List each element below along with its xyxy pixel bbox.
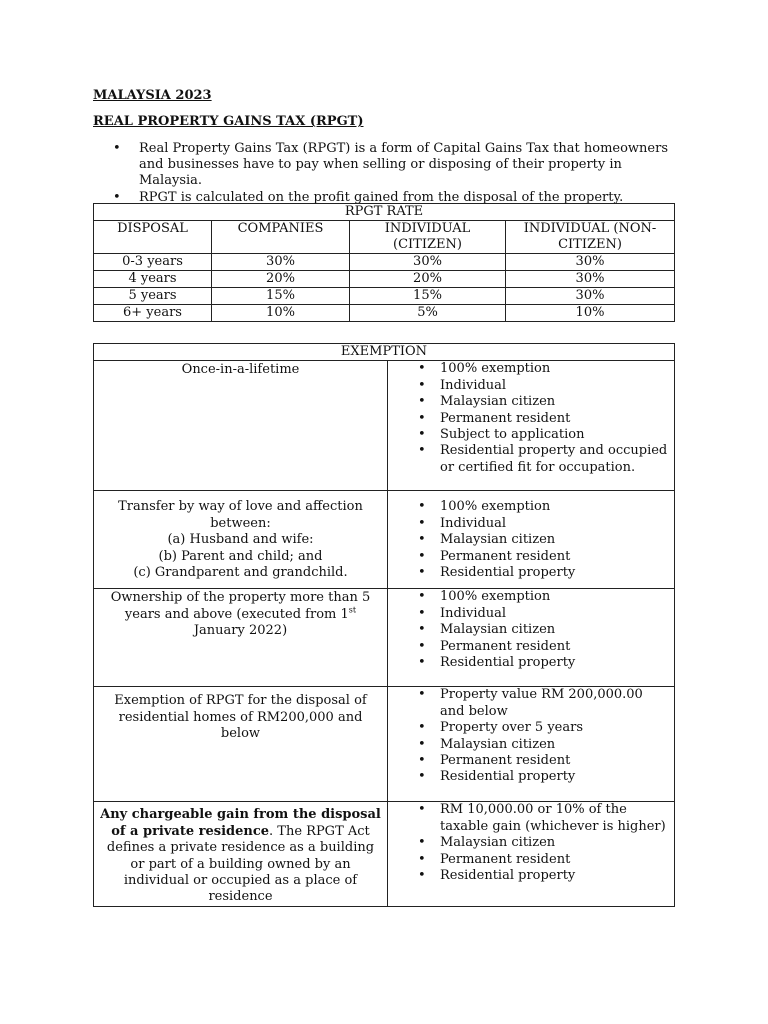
intro-item: • Real Property Gains Tax (RPGT) is a form of Capital Gains Tax that homeowners and businesses have to pay when selling or disposing of their property in Malaysia. <box>93 141 683 189</box>
list-item: • 100% exemption <box>388 589 670 605</box>
exemption-condition <box>94 361 388 491</box>
exemption-points <box>388 802 675 906</box>
condition-item: (b) Parent and child; and <box>158 548 323 564</box>
condition-item: (c) Grandparent and grandchild. <box>133 565 348 581</box>
list-item: • Residential property <box>388 868 670 884</box>
list-item: • Malaysian citizen <box>388 622 670 638</box>
list-item: • Permanent resident <box>388 549 670 565</box>
list-item: • Individual <box>388 378 670 394</box>
intro-item: • RPGT is calculated on the profit gained from the disposal of the property. <box>93 190 683 206</box>
condition-text <box>100 807 381 905</box>
condition-text-tail: January 2022) <box>193 623 288 639</box>
points-list <box>388 361 670 476</box>
list-item: • Permanent resident <box>388 639 670 655</box>
list-item: • Individual <box>388 516 670 532</box>
table-row <box>94 271 675 288</box>
col-header-disposal: DISPOSAL <box>94 221 212 254</box>
list-item: • Permanent resident <box>388 753 670 769</box>
document-subtitle: REAL PROPERTY GAINS TAX (RPGT) <box>93 114 364 129</box>
table-row <box>94 361 675 491</box>
list-item: • Malaysian citizen <box>388 394 670 410</box>
exemption-condition <box>94 687 388 802</box>
table-row <box>94 687 675 802</box>
condition-text: Once-in-a-lifetime <box>181 362 300 378</box>
table-row <box>94 589 675 687</box>
cell: 30% <box>350 254 506 271</box>
list-item: • 100% exemption <box>388 361 670 377</box>
condition-bold: Any chargeable gain from the disposal of a private residence <box>100 807 381 839</box>
condition-text: Exemption of RPGT for the disposal of residential homes of RM200,000 and below <box>114 693 367 742</box>
cell: 4 years <box>94 271 212 288</box>
condition-item: (a) Husband and wife: <box>167 532 314 548</box>
condition-text: Transfer by way of love and affection between: <box>118 499 363 531</box>
list-item: • Malaysian citizen <box>388 835 670 851</box>
cell: 6+ years <box>94 305 212 322</box>
points-list <box>388 499 670 581</box>
col-header-non-citizen: INDIVIDUAL (NON-CITIZEN) <box>506 221 675 254</box>
exemption-condition <box>94 491 388 589</box>
cell: 20% <box>212 271 350 288</box>
cell: 15% <box>212 288 350 305</box>
cell: 15% <box>350 288 506 305</box>
cell: 10% <box>506 305 675 322</box>
list-item: • Malaysian citizen <box>388 737 670 753</box>
col-header-companies: COMPANIES <box>212 221 350 254</box>
exemption-points <box>388 687 675 802</box>
condition-text <box>100 590 381 639</box>
rpgt-rate-table <box>93 203 675 322</box>
cell: 5 years <box>94 288 212 305</box>
list-item: • Malaysian citizen <box>388 532 670 548</box>
list-item: • Residential property <box>388 655 670 671</box>
cell: 20% <box>350 271 506 288</box>
cell: 30% <box>506 271 675 288</box>
cell: 30% <box>506 288 675 305</box>
cell: 10% <box>212 305 350 322</box>
table-row <box>94 254 675 271</box>
exemption-points <box>388 491 675 589</box>
list-item: • Residential property <box>388 565 670 581</box>
ordinal-suffix: st <box>348 605 357 615</box>
table-row <box>94 802 675 906</box>
list-item: • Permanent resident <box>388 411 670 427</box>
cell: 0-3 years <box>94 254 212 271</box>
points-list <box>388 589 670 671</box>
list-item: • Individual <box>388 606 670 622</box>
list-item: • Property value RM 200,000.00 and below <box>388 687 670 720</box>
cell: 30% <box>506 254 675 271</box>
exemption-points <box>388 589 675 687</box>
list-item: • Permanent resident <box>388 852 670 868</box>
list-item: • RM 10,000.00 or 10% of the taxable gain (whichever is higher) <box>388 802 670 835</box>
table-row <box>94 491 675 589</box>
exemption-condition <box>94 802 388 906</box>
cell: 5% <box>350 305 506 322</box>
points-list <box>388 687 670 785</box>
list-item: • Residential property and occupied or certified fit for occupation. <box>388 443 670 476</box>
list-item: • Subject to application <box>388 427 670 443</box>
table-row <box>94 305 675 322</box>
list-item: • 100% exemption <box>388 499 670 515</box>
condition-text-main: Ownership of the property more than 5 years and above (executed from 1 <box>110 590 371 622</box>
exemption-condition <box>94 589 388 687</box>
list-item: • Residential property <box>388 769 670 785</box>
rate-table-title: RPGT RATE <box>94 204 675 221</box>
list-item: • Property over 5 years <box>388 720 670 736</box>
cell: 30% <box>212 254 350 271</box>
exemption-points <box>388 361 675 491</box>
col-header-citizen: INDIVIDUAL (CITIZEN) <box>350 221 506 254</box>
condition-rest: . The RPGT Act defines a private residence as a building or part of a building owned by an individual or occupied as a place of residence <box>106 823 375 905</box>
exemption-table <box>93 343 675 907</box>
exemption-table-title: EXEMPTION <box>94 344 675 361</box>
intro-list <box>93 141 683 207</box>
table-row <box>94 288 675 305</box>
document-title: MALAYSIA 2023 <box>93 88 212 103</box>
points-list <box>388 802 670 884</box>
